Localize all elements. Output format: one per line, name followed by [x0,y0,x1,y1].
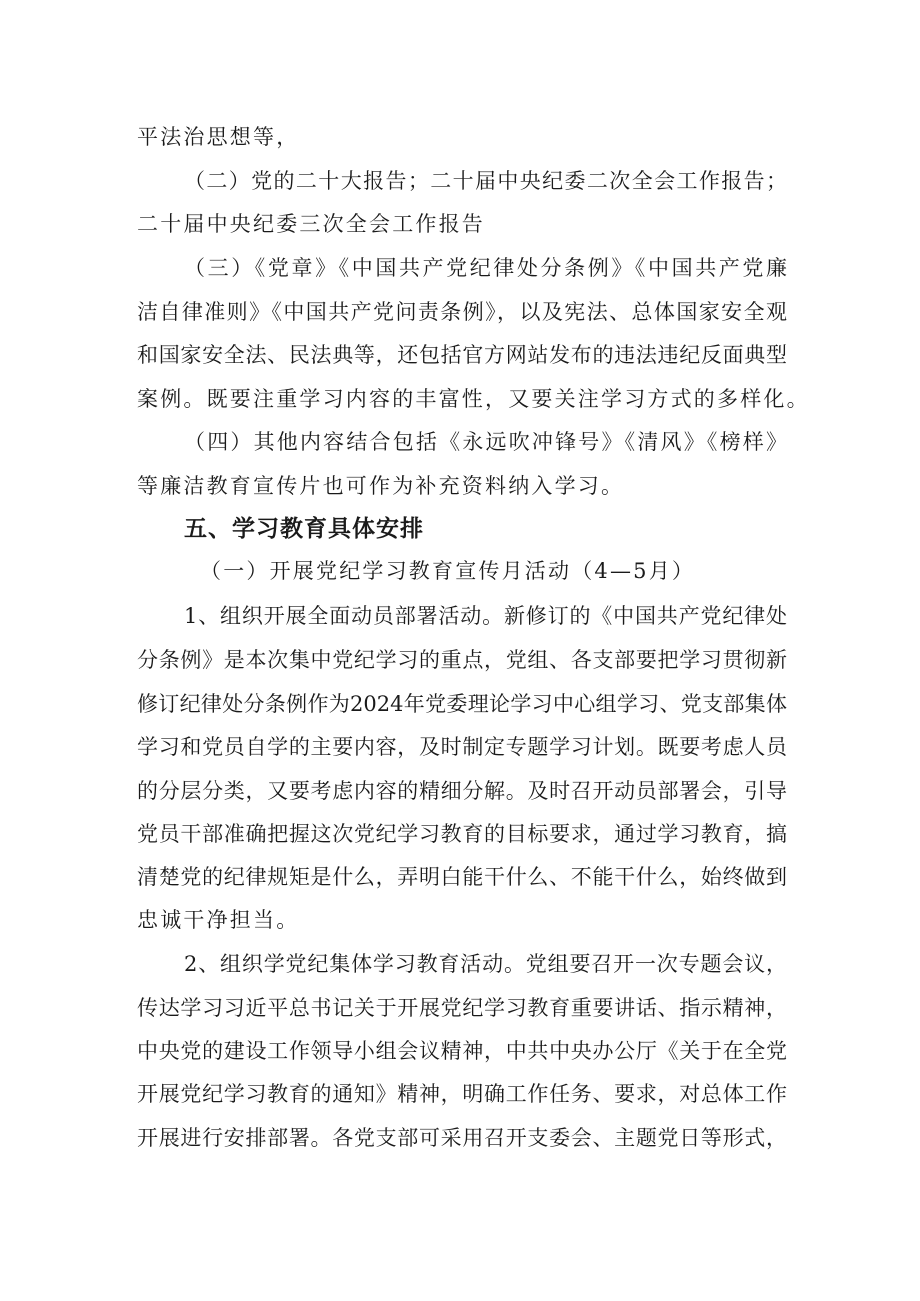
paragraph-line: 案例。既要注重学习内容的丰富性，又要关注学习方式的多样化。 [137,387,810,411]
paragraph-line: 洁自律准则》《中国共产党问责条例》，以及宪法、总体国家安全观 [137,300,787,324]
paragraph-line: 学习和党员自学的主要内容，及时制定专题学习计划。既要考虑人员 [137,735,787,759]
paragraph-line: 修订纪律处分条例作为2024年党委理论学习中心组学习、党支部集体 [137,692,787,716]
paragraph-line: 开展进行安排部署。各党支部可采用召开支委会、主题党日等形式， [137,1126,787,1150]
paragraph-line: 的分层分类，又要考虑内容的精细分解。及时召开动员部署会，引导 [137,779,787,803]
section-heading: 五、学习教育具体安排 [184,516,424,542]
subsection-title: （一）开展党纪学习教育宣传月活动（4—5月） [200,559,696,583]
paragraph-line: 分条例》是本次集中党纪学习的重点，党组、各支部要把学习贯彻新 [137,648,787,672]
paragraph-line: 传达学习习近平总书记关于开展党纪学习教育重要讲话、指示精神， [137,996,787,1020]
paragraph-line: 2、组织学党纪集体学习教育活动。党组要召开一次专题会议， [184,952,787,976]
paragraph-line: 清楚党的纪律规矩是什么，弄明白能干什么、不能干什么，始终做到 [137,865,787,889]
paragraph-line: 等廉洁教育宣传片也可作为补充资料纳入学习。 [137,474,625,498]
paragraph-line: 二十届中央纪委三次全会工作报告 [137,212,485,236]
paragraph-line: （二）党的二十大报告；二十届中央纪委二次全会工作报告； [184,169,787,193]
paragraph-line: 和国家安全法、民法典等，还包括官方网站发布的违法违纪反面典型 [137,343,787,367]
paragraph-line: （四）其他内容结合包括《永远吹冲锋号》《清风》《榜样》 [184,430,787,454]
paragraph-line: 平法治思想等， [137,125,300,149]
paragraph-line: （三）《党章》《中国共产党纪律处分条例》《中国共产党廉 [184,256,787,280]
paragraph-line: 党员干部准确把握这次党纪学习教育的目标要求，通过学习教育，搞 [137,822,787,846]
paragraph-line: 开展党纪学习教育的通知》精神，明确工作任务、要求，对总体工作 [137,1082,787,1106]
paragraph-line: 中央党的建设工作领导小组会议精神，中共中央办公厅《关于在全党 [137,1039,787,1063]
paragraph-line: 忠诚干净担当。 [137,908,300,932]
paragraph-line: 1、组织开展全面动员部署活动。新修订的《中国共产党纪律处 [184,604,787,628]
